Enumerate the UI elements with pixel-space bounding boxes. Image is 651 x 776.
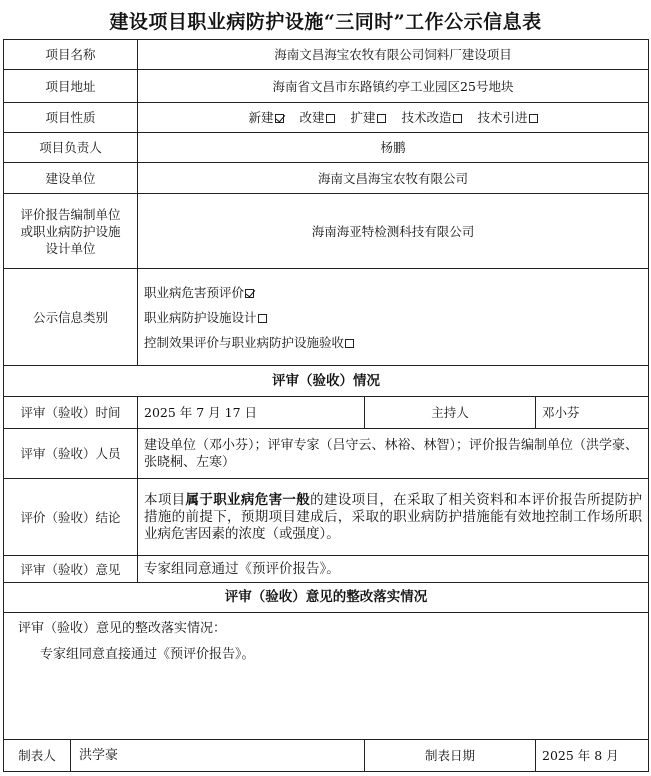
option-tech-introduction-label: 技术引进 — [477, 110, 528, 125]
row-construction-unit — [4, 163, 649, 194]
option-new-build-label: 新建 — [248, 110, 274, 125]
row-project-nature — [4, 103, 649, 133]
checkbox-icon[interactable] — [377, 114, 386, 123]
project-nature-label: 项目性质 — [4, 103, 138, 133]
row-publicity-type — [4, 269, 649, 366]
checkbox-icon[interactable] — [529, 114, 538, 123]
option-expand[interactable] — [351, 110, 386, 125]
footer-left-inner — [4, 740, 364, 771]
checkbox-icon[interactable] — [345, 339, 354, 348]
review-time-value: 2025 年 7 月 17 日 — [138, 397, 365, 429]
eval-unit-value: 海南海亚特检测科技有限公司 — [138, 194, 649, 269]
eval-unit-label-line1: 评价报告编制单位 — [20, 206, 121, 222]
host-value: 邓小芬 — [536, 397, 649, 429]
maker-value: 洪学豪 — [79, 748, 119, 763]
row-rectify-notes — [4, 613, 649, 740]
eval-unit-label — [4, 194, 138, 269]
project-leader-value: 杨鹏 — [138, 133, 649, 163]
option-control-acceptance[interactable] — [144, 334, 642, 351]
rectify-notes-line1: 评审（验收）意见的整改落实情况： — [18, 621, 227, 636]
review-staff-label: 评审（验收）人员 — [4, 429, 138, 479]
checkbox-icon[interactable] — [453, 114, 462, 123]
project-nature-options — [138, 103, 649, 133]
row-rectify-section — [4, 583, 649, 613]
option-control-acceptance-label: 控制效果评价与职业病防护设施验收 — [144, 334, 345, 350]
option-tech-renovation-label: 技术改造 — [401, 110, 452, 125]
review-conclusion-label: 评价（验收）结论 — [4, 479, 138, 556]
footer-left — [4, 740, 365, 772]
construction-unit-value: 海南文昌海宝农牧有限公司 — [138, 163, 649, 194]
project-name-value: 海南文昌海宝农牧有限公司饲料厂建设项目 — [138, 40, 649, 70]
review-staff-value: 建设单位（邓小芬）；评审专家（吕守云、林裕、林智）；评价报告编制单位（洪学豪、张晓桐、左寒） — [138, 429, 649, 479]
publicity-type-options — [138, 269, 649, 366]
checked-box-icon[interactable] — [245, 289, 254, 298]
host-label: 主持人 — [365, 397, 536, 429]
option-tech-renovation[interactable] — [402, 110, 462, 125]
checked-box-icon[interactable] — [275, 114, 284, 123]
info-table — [3, 39, 649, 772]
project-address-value: 海南省文昌市东路镇约亭工业园区25号地块 — [138, 70, 649, 103]
option-expand-label: 扩建 — [350, 110, 376, 125]
row-project-address — [4, 70, 649, 103]
row-review-staff — [4, 429, 649, 479]
row-review-section — [4, 366, 649, 397]
eval-unit-label-line2: 或职业病防护设施 — [20, 223, 121, 239]
row-project-name — [4, 40, 649, 70]
date-value: 2025 年 8 月 — [536, 740, 649, 772]
rectify-section-title: 评审（验收）意见的整改落实情况 — [4, 583, 649, 613]
row-review-time — [4, 397, 649, 429]
row-footer — [4, 740, 649, 772]
conclusion-text-after: 的建设项目，在采取了相关资料和本评价报告所提防护措施的前提下，预期项目建成后，采取的职业病防护措施能有效地控制工作场所职业病危害因素的浓度（或强度）。 — [144, 491, 643, 542]
row-eval-unit — [4, 194, 649, 269]
rectify-notes-line2: 专家组同意直接通过《预评价报告》。 — [40, 647, 255, 662]
rectify-notes — [4, 613, 649, 740]
project-leader-label: 项目负责人 — [4, 133, 138, 163]
checkbox-icon[interactable] — [258, 314, 267, 323]
option-rebuild[interactable] — [300, 110, 335, 125]
review-opinion-label: 评审（验收）意见 — [4, 556, 138, 583]
construction-unit-label: 建设单位 — [4, 163, 138, 194]
option-pre-evaluation-label: 职业病危害预评价 — [144, 284, 245, 300]
conclusion-text-before: 本项目 — [144, 491, 186, 508]
option-facility-design[interactable] — [144, 309, 642, 326]
project-name-label: 项目名称 — [4, 40, 138, 70]
option-facility-design-label: 职业病防护设施设计 — [144, 309, 257, 325]
row-review-conclusion — [4, 479, 649, 556]
conclusion-text-bold: 属于职业病危害一般 — [185, 491, 311, 508]
review-conclusion-value — [138, 479, 649, 556]
publicity-type-label: 公示信息类别 — [4, 269, 138, 366]
date-label: 制表日期 — [365, 740, 536, 772]
row-project-leader — [4, 133, 649, 163]
review-time-label: 评审（验收）时间 — [4, 397, 138, 429]
page-title: 建设项目职业病防护设施“三同时”工作公示信息表 — [109, 11, 542, 33]
checkbox-icon[interactable] — [326, 114, 335, 123]
option-new-build[interactable] — [249, 110, 284, 125]
maker-label: 制表人 — [4, 740, 71, 771]
option-pre-evaluation[interactable] — [144, 284, 642, 301]
review-section-title: 评审（验收）情况 — [4, 366, 649, 397]
option-tech-introduction[interactable] — [478, 110, 538, 125]
project-address-label: 项目地址 — [4, 70, 138, 103]
review-opinion-value: 专家组同意通过《预评价报告》。 — [138, 556, 649, 583]
row-review-opinion — [4, 556, 649, 583]
option-rebuild-label: 改建 — [299, 110, 325, 125]
eval-unit-label-line3: 设计单位 — [45, 240, 96, 256]
